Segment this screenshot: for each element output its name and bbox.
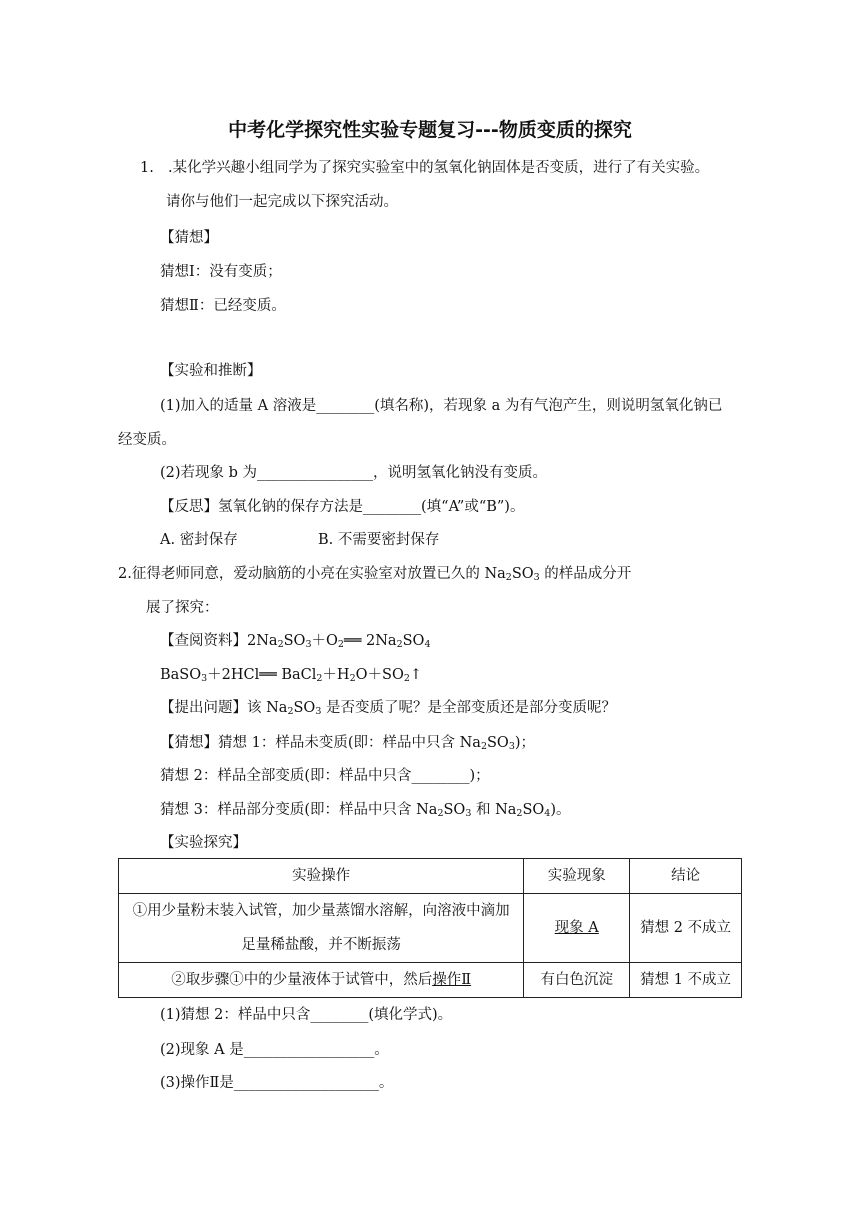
table-header-phenomenon: 实验现象 — [524, 859, 630, 894]
table-cell-conclusion-1: 猜想 2 不成立 — [630, 894, 742, 963]
q2-guess-3: 猜想 3：样品部分变质(即：样品中只含 $Na_2SO_3$ 和 $Na_2SO_4$)。 — [160, 802, 571, 819]
q2-guess-2: 猜想 2：样品全部变质(即：样品中只含________)； — [160, 768, 490, 784]
q1-experiment-heading: 【实验和推断】 — [160, 363, 262, 379]
q1-number: 1. — [140, 160, 154, 176]
q2-answer-3: (3)操作Ⅱ是____________________。 — [160, 1075, 394, 1091]
table-cell-operation-2: ②取步骤①中的少量液体于试管中，然后操作Ⅱ — [119, 963, 524, 998]
q2-reference-equation-2: BaSO$_3$＋2HCl══ $BaCl_2+H_2O+SO_2↑$ — [160, 667, 423, 684]
table-cell-operation-1: ①用少量粉末装入试管，加少量蒸馏水溶解，向溶液中滴加 足量稀盐酸，并不断振荡 — [119, 894, 524, 963]
page-title: 中考化学探究性实验专题复习---物质变质的探究 — [228, 119, 632, 141]
table-cell-conclusion-2: 猜想 1 不成立 — [630, 963, 742, 998]
q1-option-b: B. 不需要密封保存 — [318, 532, 440, 548]
q2-answer-1: (1)猜想 2：样品中只含________(填化学式)。 — [160, 1007, 453, 1023]
q1-guess-heading: 【猜想】 — [160, 230, 218, 246]
q1-option-a: A. 密封保存 — [160, 532, 238, 548]
q1-part1-line-b: 经变质。 — [118, 432, 176, 448]
table-row — [119, 963, 742, 998]
table-cell-phenomenon-1: 现象 A — [524, 894, 630, 963]
q2-line1: 2.征得老师同意，爱动脑筋的小亮在实验室对放置已久的 $Na_2SO_3$ 的样品成分开 — [118, 566, 632, 583]
table-header-row — [119, 859, 742, 894]
q1-part1-line-a: (1)加入的适量 A 溶液是________(填名称)，若现象 a 为有气泡产生，则说明氢氧化钠已 — [160, 398, 723, 414]
q2-guess-1: 【猜想】猜想 1：样品未变质(即：样品中只含 $Na_2SO_3$)； — [160, 735, 536, 752]
q2-question: 【提出问题】该 $Na_2SO_3$ 是否变质了呢？是全部变质还是部分变质呢？ — [160, 700, 616, 717]
q2-line2: 展了探究： — [146, 600, 219, 616]
table-header-operation: 实验操作 — [119, 859, 524, 894]
table-row — [119, 894, 742, 963]
q2-reference-equation-1: 【查阅资料】$2Na_2SO_3+O_2══$ $2Na_2SO_4$ — [160, 633, 431, 650]
table-header-conclusion: 结论 — [630, 859, 742, 894]
q1-part2: (2)若现象 b 为________________，说明氢氧化钠没有变质。 — [160, 465, 548, 481]
q1-guess-2: 猜想Ⅱ：已经变质。 — [160, 298, 286, 314]
table-cell-phenomenon-2: 有白色沉淀 — [524, 963, 630, 998]
experiment-table — [118, 858, 742, 998]
q1-guess-1: 猜想Ⅰ：没有变质； — [160, 264, 282, 280]
q2-answer-2: (2)现象 A 是__________________。 — [160, 1042, 389, 1058]
q1-line1: .某化学兴趣小组同学为了探究实验室中的氢氧化钠固体是否变质，进行了有关实验。 — [168, 160, 710, 176]
q1-reflection: 【反思】氢氧化钠的保存方法是________(填“A”或“B”)。 — [160, 499, 525, 515]
q2-explore-heading: 【实验探究】 — [160, 835, 247, 851]
q1-line2: 请你与他们一起完成以下探究活动。 — [166, 194, 398, 210]
